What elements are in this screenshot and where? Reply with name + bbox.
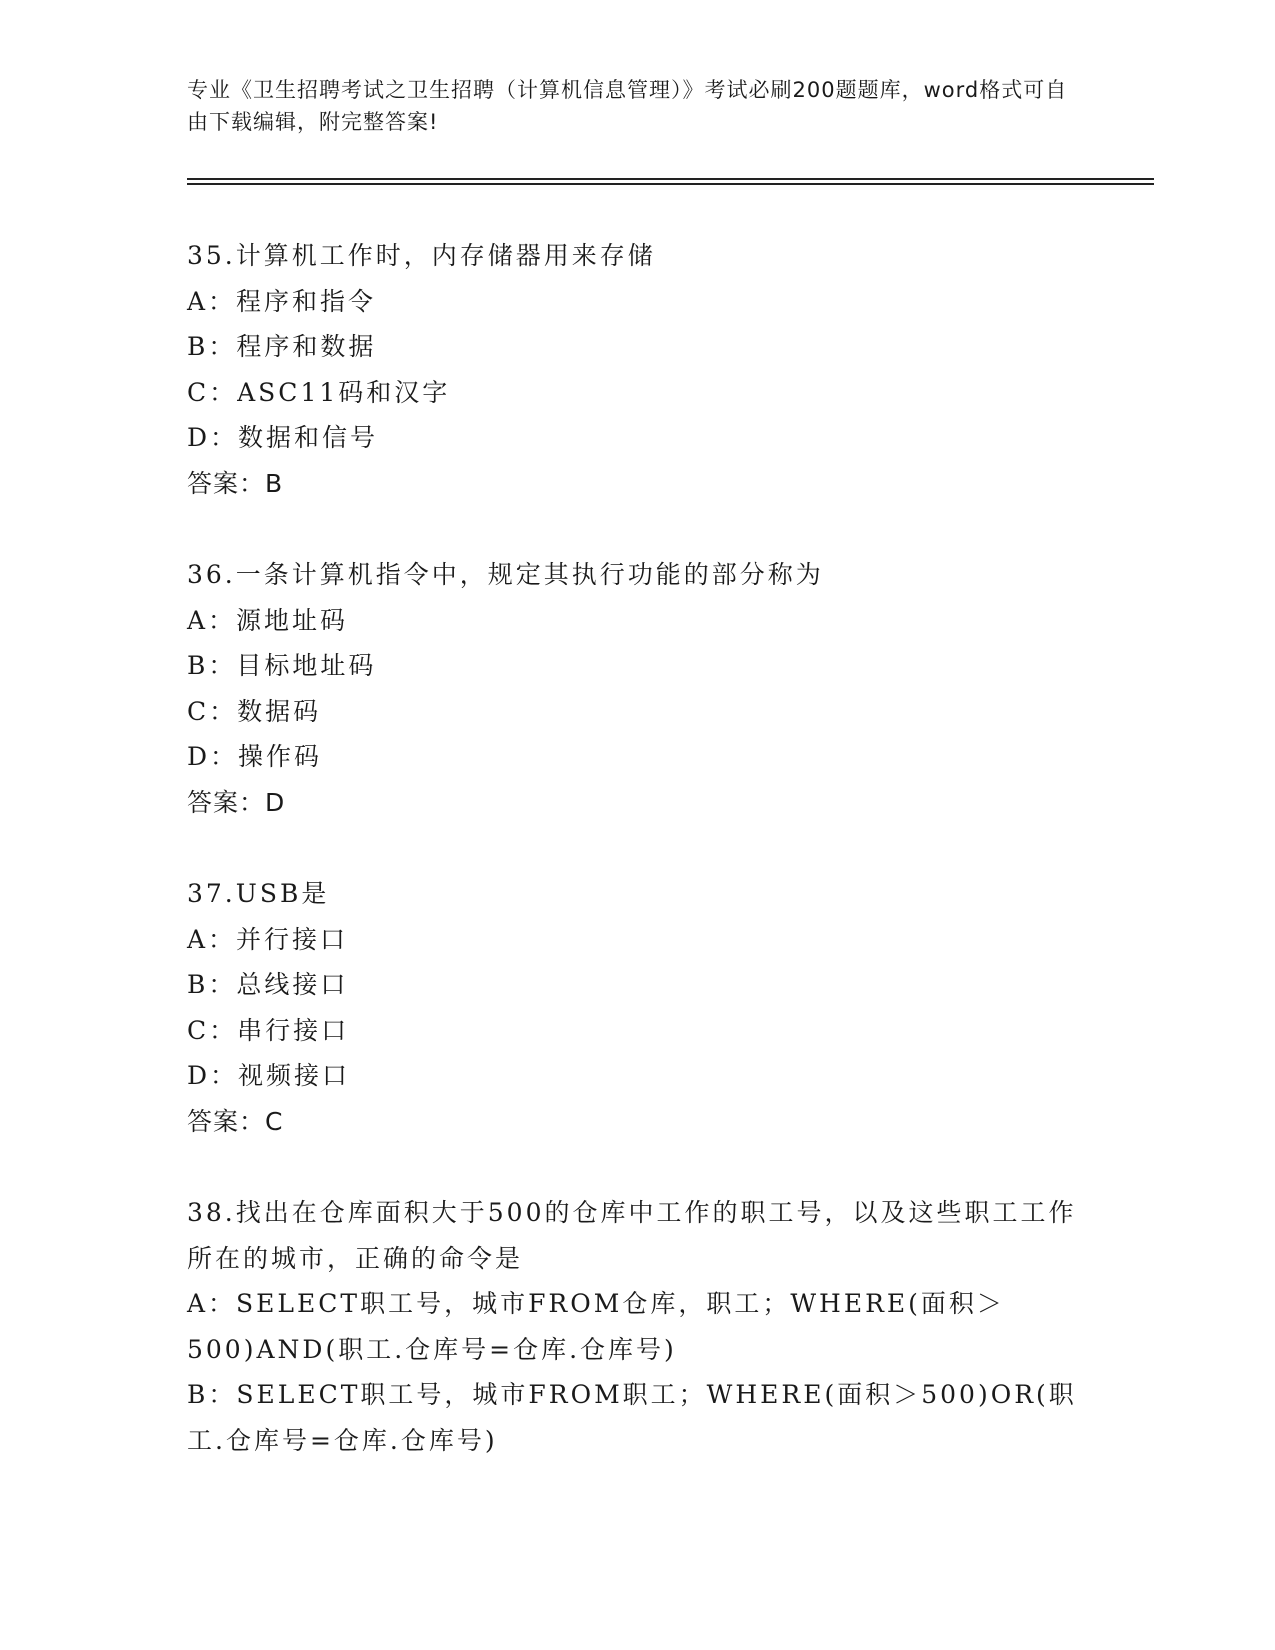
option-b: B：总线接口 — [187, 970, 349, 999]
question-stem: 37.USB是 — [187, 879, 330, 908]
question-36 — [187, 552, 1087, 825]
answer-line: 答案：D — [187, 787, 286, 817]
answer-line: 答案：C — [187, 1106, 284, 1136]
option-c: C：串行接口 — [187, 1015, 350, 1045]
option-d: D：操作码 — [187, 742, 323, 771]
option-c: C：数据码 — [187, 696, 322, 726]
option-a: A：SELECT职工号，城市FROM仓库，职工；WHERE(面积＞500)AND(职工.仓库号=仓库.仓库号) — [187, 1289, 1005, 1364]
question-stem: 36.一条计算机指令中，规定其执行功能的部分称为 — [187, 560, 824, 589]
question-38 — [187, 1190, 1087, 1463]
option-b: B：程序和数据 — [187, 332, 377, 361]
option-d: D：数据和信号 — [187, 423, 379, 452]
option-a: A：源地址码 — [187, 605, 349, 635]
option-b: B：SELECT职工号，城市FROM职工；WHERE(面积＞500)OR(职工.仓库号=仓库.仓库号) — [187, 1380, 1077, 1455]
header-divider-top — [187, 178, 1154, 180]
question-stem: 38.找出在仓库面积大于500的仓库中工作的职工号，以及这些职工工作所在的城市，正确的命令是 — [187, 1198, 1077, 1273]
option-c: C：ASC11码和汉字 — [187, 377, 451, 407]
option-a: A：程序和指令 — [187, 286, 377, 316]
option-a: A：并行接口 — [187, 924, 349, 954]
header-divider-bottom — [187, 183, 1154, 185]
question-37 — [187, 871, 1087, 1144]
document-header: 专业《卫生招聘考试之卫生招聘（计算机信息管理）》考试必刷200题题库，word格式可自由下载编辑，附完整答案! — [187, 78, 1068, 134]
option-d: D：视频接口 — [187, 1061, 351, 1090]
question-35 — [187, 233, 1087, 506]
answer-line: 答案：B — [187, 468, 284, 498]
question-stem: 35.计算机工作时，内存储器用来存储 — [187, 241, 656, 270]
option-b: B：目标地址码 — [187, 651, 377, 680]
